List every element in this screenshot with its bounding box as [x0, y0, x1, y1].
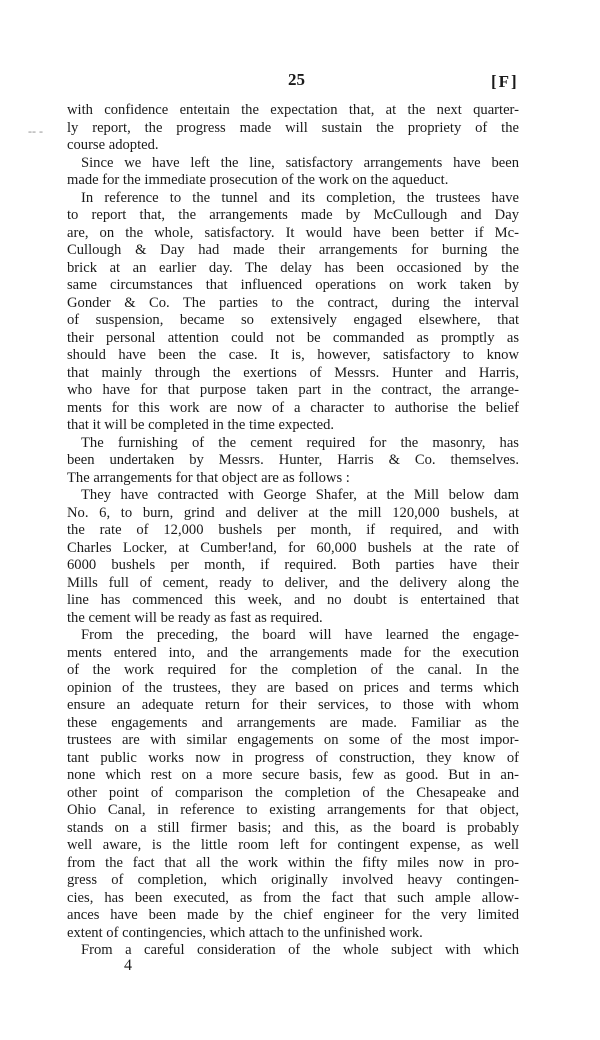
- text-line: cies, has been executed, as from the fact that such ample allow-: [67, 889, 519, 906]
- text-line: been undertaken by Messrs. Hunter, Harris & Co. themselves.: [67, 452, 519, 468]
- text-line: other point of comparison the completion of the Chesapeake and: [67, 784, 519, 801]
- text-line: Mills full of cement, ready to deliver, and the delivery along the: [67, 574, 519, 591]
- text-line: that it will be completed in the time expected.: [67, 417, 335, 433]
- text-line: They have contracted with George Shafer, at the Mill below dam: [81, 487, 519, 503]
- text-line: stands on a still firmer basis; and this, as the board is probably: [67, 819, 519, 836]
- text-line: No. 6, to burn, grind and deliver at the mill 120,000 bushels, at: [67, 504, 519, 521]
- document-mark: [F]: [491, 72, 519, 91]
- text-line: trustees are with similar engagements on some of the most impor-: [67, 732, 519, 748]
- text-line: From a careful consideration of the whole subject with which: [81, 942, 519, 958]
- text-line: their personal attention could not be commanded as promptly as: [67, 329, 519, 346]
- text-line: ances have been made by the chief engineer for the very limited: [67, 907, 519, 923]
- text-line: are, on the whole, satisfactory. It would have been better if Mc-: [67, 224, 519, 241]
- page-number: 25: [288, 70, 305, 89]
- text-line: ments entered into, and the arrangements made for the execution: [67, 644, 519, 661]
- text-line: well aware, is the little room left for contingent expense, as well: [67, 837, 519, 853]
- text-line: In reference to the tunnel and its completion, the trustees have: [81, 189, 519, 206]
- text-line: Cullough & Day had made their arrangements for burning the: [67, 242, 519, 258]
- text-line: Charles Locker, at Cumber!and, for 60,000 bushels at the rate of: [67, 539, 519, 556]
- margin-mark: -- -: [28, 124, 43, 138]
- text-line: extent of contingencies, which attach to the unfinished work.: [67, 924, 423, 941]
- text-line: From the preceding, the board will have learned the engage-: [81, 627, 519, 643]
- text-line: made for the immediate prosecution of the work on the aqueduct.: [67, 172, 449, 188]
- text-line: that mainly through the exertions of Messrs. Hunter and Harris,: [67, 364, 519, 381]
- text-line: ly report, the progress made will sustain the propriety of the: [67, 119, 519, 136]
- text-line: ments for this work are now of a character to authorise the belief: [67, 399, 519, 416]
- text-line: same circumstances that influenced operations on work taken by: [67, 277, 519, 293]
- text-line: tant public works now in progress of construction, they know of: [67, 749, 519, 766]
- text-line: should have been the case. It is, however, satisfactory to know: [67, 347, 519, 363]
- text-line: who have for that purpose taken part in the contract, the arrange-: [67, 382, 519, 398]
- text-line: gress of completion, which originally involved heavy contingen-: [67, 872, 519, 888]
- text-line: The arrangements for that object are as follows :: [67, 469, 350, 486]
- text-line: opinion of the trustees, they are based on prices and terms which: [67, 679, 519, 696]
- text-line: none which rest on a more secure basis, few as good. But in an-: [67, 767, 519, 783]
- text-line: Ohio Canal, in reference to existing arrangements for that object,: [67, 802, 519, 818]
- body-text: [67, 102, 519, 960]
- text-line: the cement will be ready as fast as required.: [67, 609, 323, 626]
- text-line: the rate of 12,000 bushels per month, if required, and with: [67, 522, 519, 538]
- text-line: The furnishing of the cement required for the masonry, has: [81, 434, 519, 451]
- text-line: from the fact that all the work within the fifty miles now in pro-: [67, 854, 519, 871]
- text-line: Gonder & Co. The parties to the contract, during the interval: [67, 294, 519, 311]
- text-line: of the work required for the completion of the canal. In the: [67, 662, 519, 678]
- text-line: line has commenced this week, and no doubt is entertained that: [67, 592, 519, 608]
- text-line: these engagements and arrangements are made. Familiar as the: [67, 714, 519, 731]
- text-line: ensure an adequate return for their services, to those with whom: [67, 697, 519, 713]
- text-line: to report that, the arrangements made by McCullough and Day: [67, 207, 519, 223]
- signature-mark: 4: [124, 957, 132, 974]
- text-line: of suspension, became so extensively engaged elsewhere, that: [67, 312, 519, 328]
- text-line: brick at an earlier day. The delay has been occasioned by the: [67, 259, 519, 276]
- text-line: course adopted.: [67, 137, 159, 153]
- text-line: Since we have left the line, satisfactory arrangements have been: [81, 154, 519, 171]
- text-line: 6000 bushels per month, if required. Both parties have their: [67, 557, 519, 573]
- text-line: with confidence enteıtain the expectation that, at the next quarter-: [67, 102, 519, 118]
